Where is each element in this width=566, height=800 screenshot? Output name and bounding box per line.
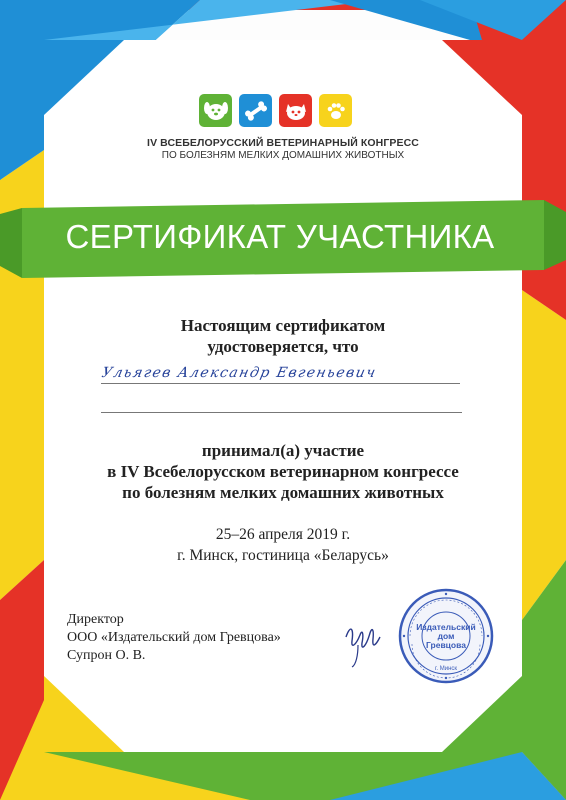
congress-subtitle: ПО БОЛЕЗНЯМ МЕЛКИХ ДОМАШНИХ ЖИВОТНЫХ bbox=[161, 150, 405, 161]
corner-triangle-top-right bbox=[442, 40, 522, 115]
cat-icon bbox=[279, 94, 312, 127]
signatory-company: ООО «Издательский дом Гревцова» bbox=[67, 630, 281, 645]
congress-title: IV ВСЕБЕЛОРУССКИЙ ВЕТЕРИНАРНЫЙ КОНГРЕСС bbox=[147, 137, 419, 149]
bone-icon bbox=[239, 94, 272, 127]
recipient-name: Ульягев Александр Евгеньевич bbox=[100, 365, 379, 381]
dog-icon bbox=[199, 94, 232, 127]
event-location: г. Минск, гостиница «Беларусь» bbox=[177, 547, 389, 564]
corner-triangle-bottom-right bbox=[442, 676, 522, 752]
event-dates: 25–26 апреля 2019 г. bbox=[215, 526, 351, 543]
participation-line-2: в IV Всебелорусском ветеринарном конгрессе bbox=[107, 462, 459, 481]
signature bbox=[340, 615, 400, 670]
stamp-city: г. Минск bbox=[434, 666, 458, 672]
name-underline-2 bbox=[101, 412, 462, 413]
stamp-text-3: Гревцова bbox=[426, 640, 466, 650]
certificate-title: СЕРТИФИКАТ УЧАСТНИКА bbox=[65, 218, 495, 255]
stamp-text-2: дом bbox=[437, 631, 455, 641]
company-stamp bbox=[396, 586, 496, 686]
certify-line-1: Настоящим сертификатом bbox=[180, 316, 386, 335]
stamp-text-1: Издательский bbox=[416, 622, 476, 632]
paw-icon bbox=[319, 94, 352, 127]
participation-line-3: по болезням мелких домашних животных bbox=[122, 483, 444, 502]
corner-triangle-bottom-left bbox=[44, 676, 124, 752]
signatory-role: Директор bbox=[67, 612, 124, 627]
certify-line-2: удостоверяется, что bbox=[207, 337, 359, 356]
corner-triangle-top-left bbox=[44, 40, 124, 115]
name-underline-1 bbox=[101, 383, 460, 384]
participation-line-1: принимал(а) участие bbox=[201, 441, 365, 460]
signatory-name: Супрон О. В. bbox=[67, 648, 146, 663]
congress-logos bbox=[199, 94, 367, 126]
